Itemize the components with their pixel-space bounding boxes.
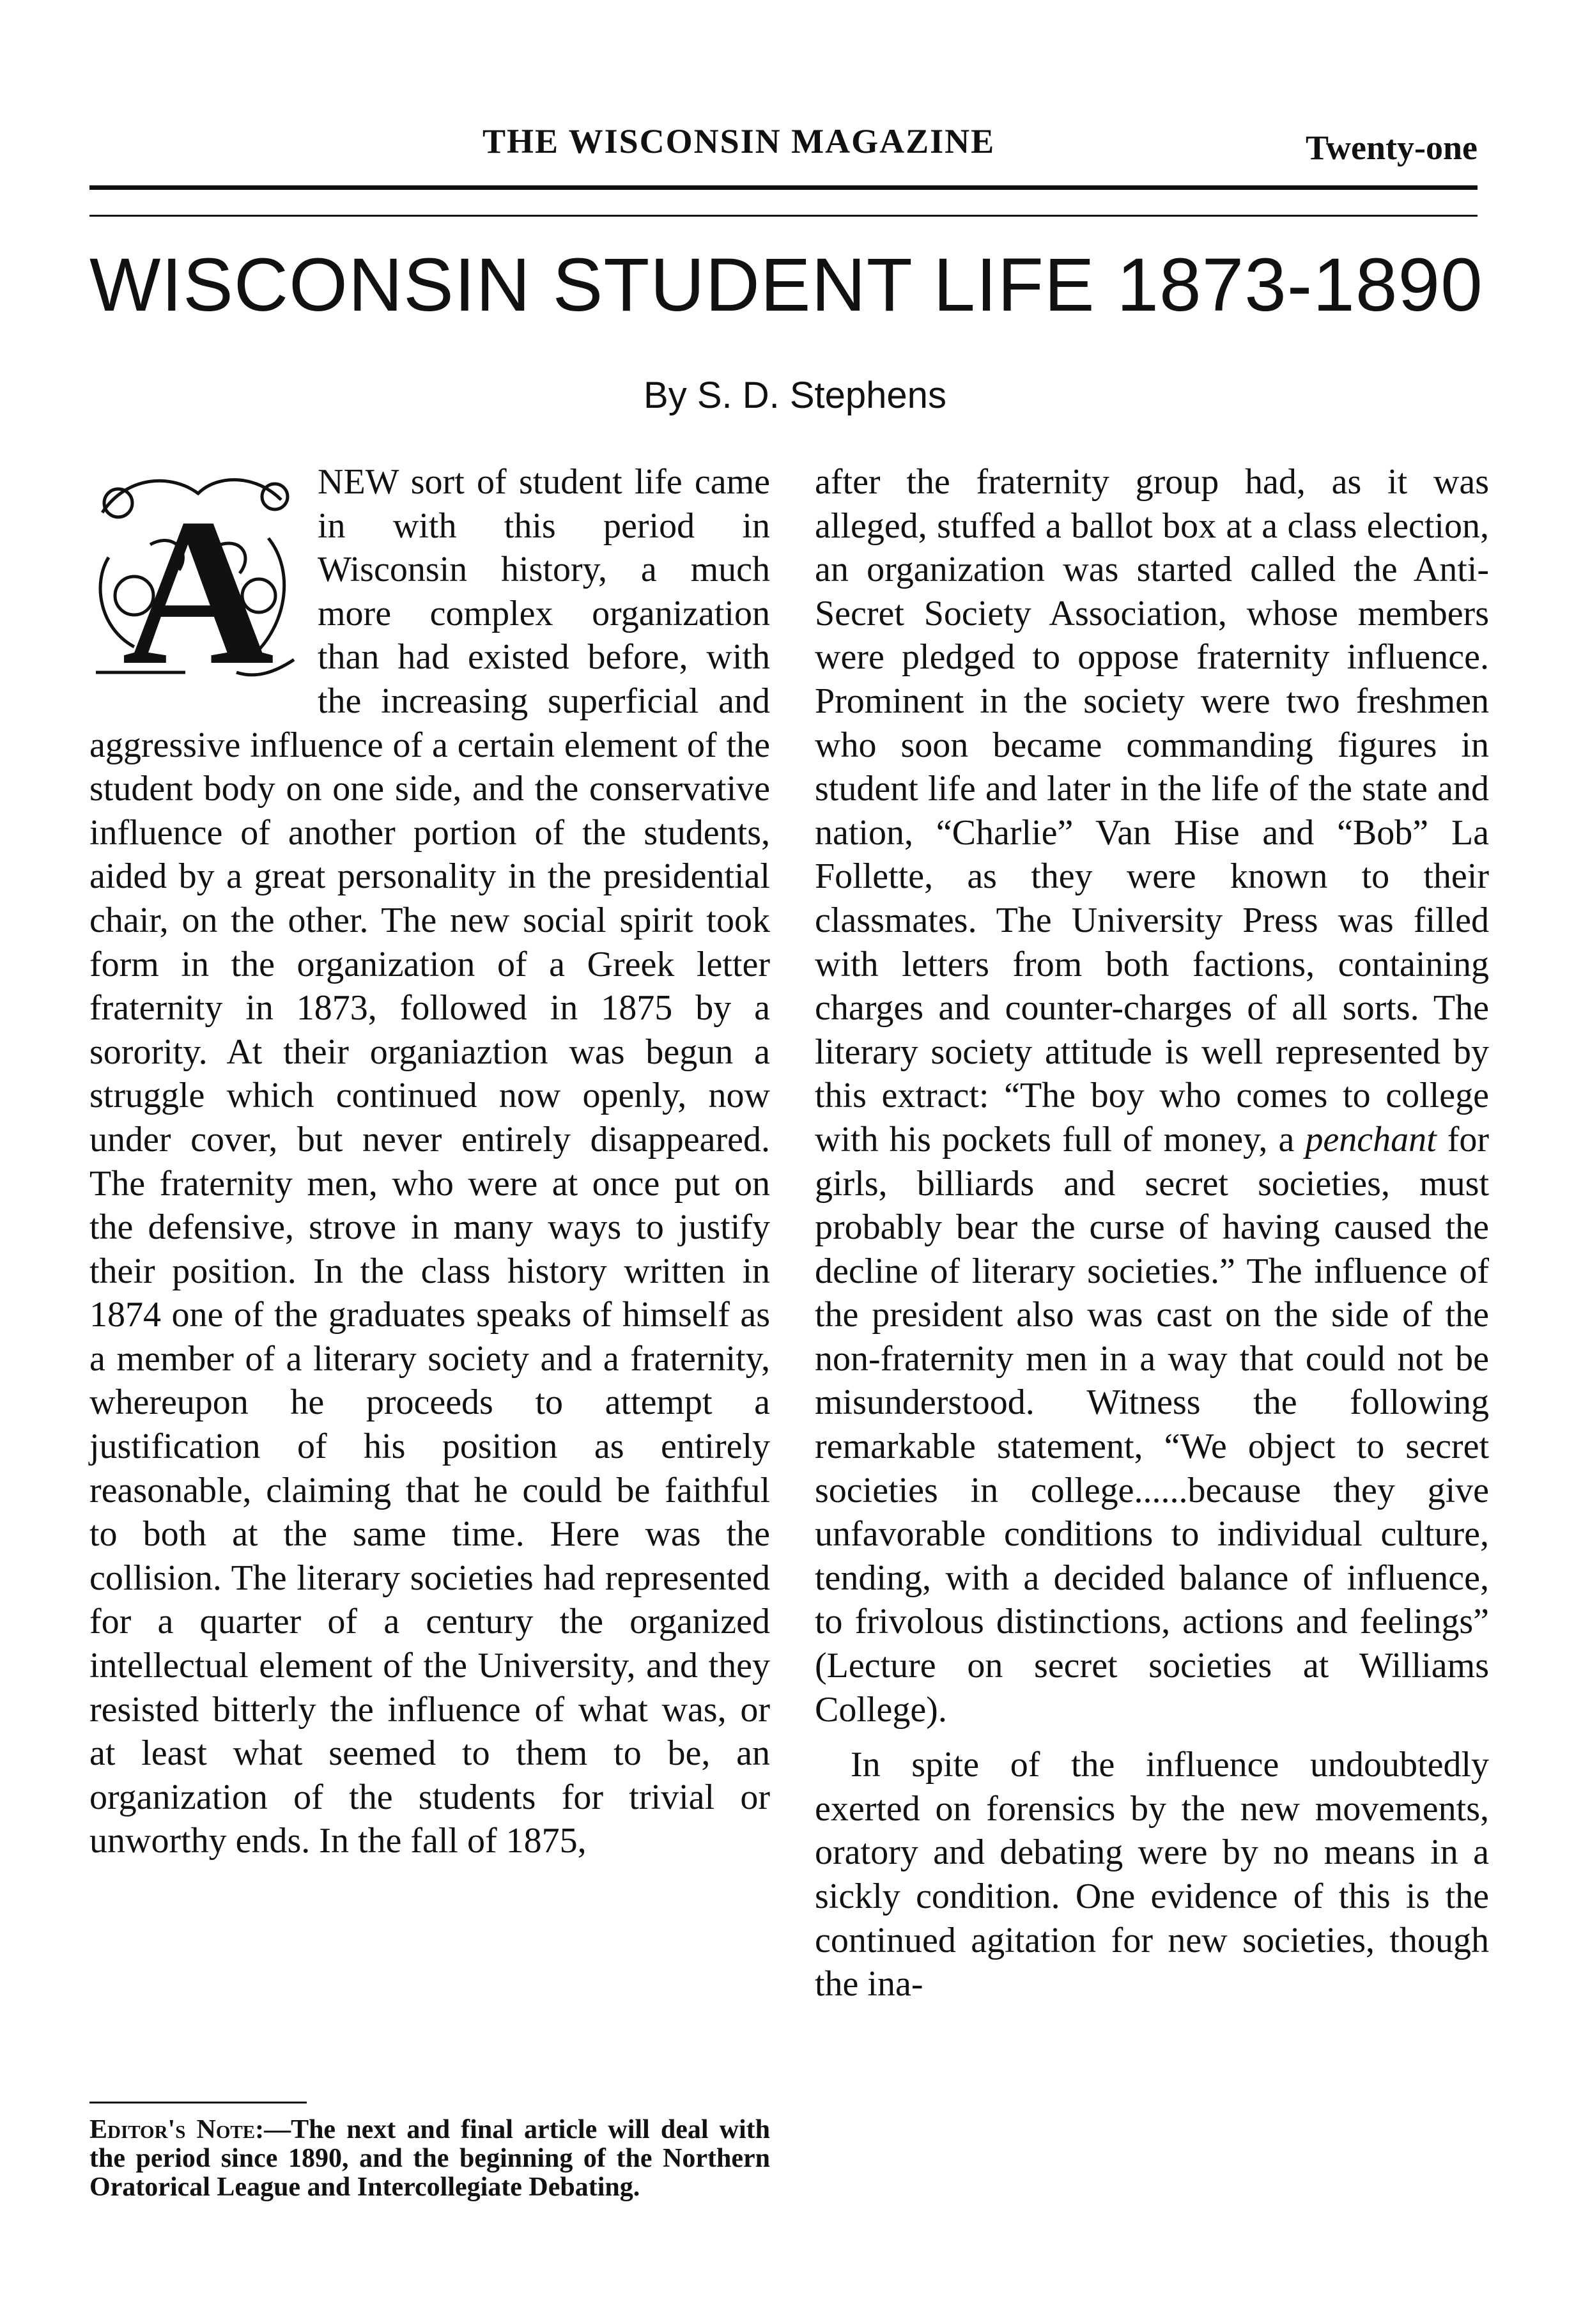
right-paragraph-1-part-a: after the fraternity group had, as it was alleged, stuffed a ballot box at a class election, an organization was started called the Anti-Secret Society Association, whose members were pledged to oppose fraternity influence. Prominent in the society were two freshmen who soon became commanding figures in student life and later in the life of the state and nation, “Charlie” Van Hise and “Bob” La Follette, as they were known to their classmates. The University Press was filled with letters from both factions, containing charges and counter-charges of all sorts. The literary society attitude is well represented by this extract: “The boy who comes to college with his pockets full of money, a: [815, 462, 1489, 1159]
editors-note-text: —The next and final article will deal with the period since 1890, and the beginning of the Northern Oratorical League and Intercollegiate Debating.: [89, 2115, 771, 2202]
article-title: WISCONSIN STUDENT LIFE 1873-1890: [89, 243, 1483, 327]
editors-note: [89, 2116, 770, 2202]
dropcap-letter: A: [121, 476, 275, 688]
magazine-name: THE WISCONSIN MAGAZINE: [482, 122, 996, 160]
left-column: [89, 460, 770, 1863]
page-number: Twenty-one: [1306, 128, 1478, 167]
running-header: [89, 121, 1478, 179]
left-column-text: NEW sort of student life came in with this period in Wisconsin history, a much more complex organization than had existed before, with the increasing superficial and aggressive influence of a certain element of the student body on one side, and the conservative influence of another portion of the students, aided by a great personality in the presidential chair, on the other. The new social spirit took form in the organization of a Greek letter fraternity in 1873, followed in 1875 by a sorority. At their organiaztion was begun a struggle which continued now openly, now under cover, but never entirely disappeared. The fraternity men, who were at once put on the defensive, strove in many ways to justify their position. In the class history written in 1874 one of the graduates speaks of himself as a member of a literary society and a fraternity, whereupon he proceeds to attempt a justification of his position as entirely reasonable, claiming that he could be faithful to both at the same time. Here was the collision. The literary societies had represented for a quarter of a century the organized intellectual element of the University, and they resisted bitterly the influence of what was, or at least what seemed to them to be, an organization of the students for trivial or unworthy ends. In the fall of 1875,: [89, 462, 770, 1861]
header-rule-thick: [89, 185, 1478, 190]
header-rule-thin: [89, 215, 1478, 217]
footnote-rule: [89, 2102, 307, 2103]
right-paragraph-1-part-b: for girls, billiards and secret societies, must probably bear the curse of having caused the decline of literary societies.” The influence of the president also was cast on the side of the non-fraternity men in a way that could not be misunderstood. Witness the following remarkable statement, “We object to secret societies in college......because they give unfavorable conditions to individual culture, tending, with a decided balance of influence, to frivolous distinctions, actions and feelings” (Lecture on secret societies at Williams College).: [815, 1119, 1490, 1730]
right-column: [815, 460, 1489, 2006]
article-byline: By S. D. Stephens: [644, 375, 946, 416]
right-paragraph-1: [815, 460, 1489, 1731]
ornamental-dropcap: [89, 468, 304, 688]
penchant-italic: penchant: [1305, 1119, 1437, 1159]
right-paragraph-2: In spite of the influence undoubtedly exerted on forensics by the new movements, oratory and debating were by no means in a sickly condition. One evidence of this is the continued agitation for new societies, though the ina-: [815, 1745, 1489, 2004]
editors-note-label: Editor's Note:: [89, 2115, 265, 2144]
